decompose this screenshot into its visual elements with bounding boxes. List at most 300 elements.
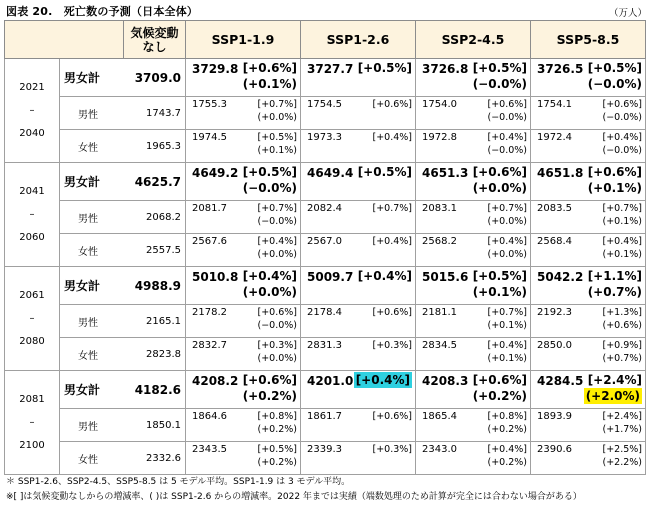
change-rates [487,235,527,261]
change-vs-ssp126: (+0.7%) [602,353,642,364]
scenario-cell [186,409,301,442]
scenario-cell [301,267,416,305]
row-label-text: 男性 [78,317,98,329]
scenario-cell-content [416,130,530,162]
change-vs-baseline: [+0.4%] [487,444,527,455]
scenario-cell [301,163,416,201]
scenario-value: 2343.0 [422,444,457,455]
change-vs-baseline: [+0.4%] [257,236,297,247]
scenario-cell [301,409,416,442]
change-vs-baseline: [+0.4%] [487,132,527,143]
row-label-text: 女性 [78,246,98,258]
scenario-cell-content [531,338,645,370]
scenario-cell [416,130,531,163]
change-rates [243,60,297,92]
change-rates [257,410,297,436]
scenario-cell-content [301,442,415,474]
change-rates [372,131,412,144]
scenario-value: 1893.9 [537,411,572,422]
change-vs-baseline: [+0.7%] [487,307,527,318]
baseline-value: 3709.0 [124,59,186,97]
scenario-cell-content [301,59,415,96]
scenario-value: 3727.7 [307,62,354,76]
change-vs-ssp126: (+0.1%) [602,216,642,227]
scenario-cell-content [531,305,645,337]
scenario-cell [531,130,646,163]
row-label-text: 男性 [78,109,98,121]
change-vs-baseline: [+0.5%] [357,61,412,75]
change-vs-baseline: [+1.3%] [602,307,642,318]
change-vs-ssp126: (+0.2%) [242,389,297,403]
change-vs-ssp126: (+0.2%) [472,389,527,403]
change-vs-baseline: [+0.5%] [472,61,527,75]
scenario-value: 1974.5 [192,132,227,143]
scenario-value: 2831.3 [307,340,342,351]
scenario-cell-content [531,409,645,441]
change-vs-ssp126: (+0.0%) [257,249,297,260]
table-row [5,305,646,338]
change-vs-baseline: [+0.6%] [472,373,527,387]
change-vs-ssp126: (−0.0%) [487,112,527,123]
scenario-cell [186,338,301,371]
scenario-cell-content [416,267,530,304]
scenario-cell [186,201,301,234]
footnote-1: ＊ SSP1-2.6、SSP2-4.5、SSP5-8.5 は 5 モデル平均。SSP1-1.9 は 3 モデル平均。 [6,477,351,487]
change-vs-baseline: [+0.8%] [257,411,297,422]
scenario-value: 4208.3 [422,374,469,388]
scenario-value: 1864.6 [192,411,227,422]
scenario-cell [531,201,646,234]
change-vs-baseline: [+0.8%] [487,411,527,422]
scenario-value: 5042.2 [537,270,584,284]
change-vs-ssp126: (+2.0%) [585,389,640,403]
table-row [5,130,646,163]
row-label-text: 男女計 [64,175,101,189]
change-rates [487,306,527,332]
row-label-text: 女性 [78,454,98,466]
scenario-value: 1972.4 [537,132,572,143]
row-label [60,338,124,371]
scenario-value: 2834.5 [422,340,457,351]
change-rates [602,443,642,469]
baseline-value: 1850.1 [124,409,186,442]
scenario-cell [416,234,531,267]
change-vs-ssp126: (+1.7%) [602,424,642,435]
baseline-value: 2557.5 [124,234,186,267]
row-label [60,201,124,234]
change-rates [602,410,642,436]
scenario-cell-content [416,97,530,129]
change-rates [358,60,412,76]
change-vs-baseline: [+0.6%] [587,165,642,179]
scenario-cell-content [531,371,645,408]
change-rates [602,131,642,157]
scenario-value: 2083.1 [422,203,457,214]
scenario-value: 2832.7 [192,340,227,351]
change-vs-ssp126: (+0.1%) [242,77,297,91]
change-rates [487,339,527,365]
row-label-text: 男女計 [64,383,101,397]
scenario-cell-content [531,442,645,474]
scenario-cell-content [186,267,300,304]
scenario-cell-content [301,97,415,129]
scenario-cell [301,305,416,338]
change-rates [243,164,297,196]
change-rates [487,202,527,228]
scenario-cell [531,234,646,267]
change-vs-baseline: [+0.4%] [372,132,412,143]
scenario-cell [301,234,416,267]
change-vs-ssp126: (+0.6%) [602,320,642,331]
table-row-total [5,163,646,201]
change-vs-baseline: [+0.7%] [257,99,297,110]
change-vs-baseline: [+0.7%] [372,203,412,214]
row-label [60,130,124,163]
baseline-value: 4625.7 [124,163,186,201]
scenario-cell-content [416,163,530,200]
figure-title: 図表 20. 死亡数の予測（日本全体） [6,5,199,18]
change-vs-ssp126: (+0.1%) [587,181,642,195]
change-rates [257,202,297,228]
header-row [5,21,646,59]
scenario-cell [531,163,646,201]
change-rates [602,339,642,365]
scenario-cell [416,305,531,338]
change-rates [358,268,412,284]
change-vs-baseline: [+0.4%] [355,373,410,387]
scenario-cell [301,338,416,371]
change-vs-ssp126: (+0.0%) [472,181,527,195]
change-vs-baseline: [+1.1%] [587,269,642,283]
change-vs-ssp126: (+0.1%) [487,320,527,331]
scenario-cell-content [531,201,645,233]
change-rates [372,410,412,423]
scenario-cell [416,59,531,97]
change-rates [243,268,297,300]
baseline-value: 2068.2 [124,201,186,234]
scenario-cell [416,442,531,475]
change-rates [487,410,527,436]
change-vs-ssp126: (−0.0%) [472,77,527,91]
change-rates [257,235,297,261]
scenario-cell [531,371,646,409]
scenario-value: 2390.6 [537,444,572,455]
scenario-value: 5009.7 [307,270,354,284]
table-row [5,201,646,234]
row-label [60,409,124,442]
row-label-total [60,371,124,409]
scenario-value: 4651.3 [422,166,469,180]
change-vs-baseline: [+0.4%] [487,236,527,247]
baseline-value: 1965.3 [124,130,186,163]
change-rates [473,372,527,404]
scenario-cell-content [531,97,645,129]
baseline-value: 2332.6 [124,442,186,475]
change-vs-baseline: [+0.6%] [602,99,642,110]
scenario-cell-content [531,59,645,96]
row-label [60,442,124,475]
scenario-value: 1754.0 [422,99,457,110]
scenario-cell-content [301,234,415,266]
period-label: 2021 – 2040 [5,59,60,163]
unit-label: （万人） [608,8,647,19]
change-vs-ssp126: (−0.0%) [602,112,642,123]
scenario-cell-content [531,163,645,200]
change-vs-ssp126: (+0.7%) [587,285,642,299]
scenario-cell [531,59,646,97]
scenario-value: 3726.8 [422,62,469,76]
scenario-value: 5010.8 [192,270,239,284]
scenario-cell-content [301,305,415,337]
scenario-cell [531,97,646,130]
scenario-cell [186,371,301,409]
scenario-value: 1972.8 [422,132,457,143]
footnote-2: ※[ ]は気候変動なしからの増減率、( )は SSP1-2.6 からの増減率。2022 年までは実績（端数処理のため計算が完全には合わない場合がある） [6,492,582,502]
scenario-value: 2192.3 [537,307,572,318]
scenario-cell-content [186,442,300,474]
scenario-cell-content [301,409,415,441]
period-label: 2041 – 2060 [5,163,60,267]
scenario-cell-content [301,267,415,304]
change-vs-ssp126: (−0.0%) [242,181,297,195]
scenario-cell [186,163,301,201]
scenario-value: 2567.0 [307,236,342,247]
scenario-cell [416,338,531,371]
scenario-cell [301,59,416,97]
scenario-cell [186,442,301,475]
change-rates [372,98,412,111]
scenario-cell [531,442,646,475]
scenario-value: 2567.6 [192,236,227,247]
change-vs-ssp126: (+0.2%) [487,424,527,435]
row-label-total [60,163,124,201]
scenario-cell-content [416,338,530,370]
scenario-value: 1861.7 [307,411,342,422]
scenario-cell-content [416,305,530,337]
scenario-cell-content [416,201,530,233]
scenario-value: 1865.4 [422,411,457,422]
change-vs-baseline: [+0.7%] [257,203,297,214]
header-scenario: SSP1-1.9 [186,21,301,59]
row-label-text: 女性 [78,142,98,154]
row-label-total [60,267,124,305]
change-rates [354,372,412,388]
change-vs-baseline: [+2.5%] [602,444,642,455]
change-vs-baseline: [+0.6%] [372,307,412,318]
change-rates [372,202,412,215]
table-row [5,338,646,371]
change-rates [487,98,527,124]
change-vs-baseline: [+0.5%] [257,444,297,455]
scenario-value: 2178.4 [307,307,342,318]
scenario-cell-content [186,130,300,162]
change-vs-ssp126: (+0.0%) [257,112,297,123]
scenario-cell-content [416,371,530,408]
change-rates [257,131,297,157]
change-vs-ssp126: (+0.1%) [257,145,297,156]
change-rates [473,268,527,300]
baseline-value: 4182.6 [124,371,186,409]
change-vs-baseline: [+0.3%] [257,340,297,351]
row-label-text: 女性 [78,350,98,362]
scenario-value: 3726.5 [537,62,584,76]
scenario-value: 4649.4 [307,166,354,180]
change-vs-ssp126: (+0.1%) [472,285,527,299]
scenario-value: 1755.3 [192,99,227,110]
scenario-cell-content [186,371,300,408]
row-label [60,305,124,338]
change-rates [602,306,642,332]
change-rates [257,98,297,124]
scenario-cell [301,97,416,130]
scenario-cell [531,338,646,371]
change-vs-ssp126: (+0.0%) [487,216,527,227]
change-vs-baseline: [+0.4%] [487,340,527,351]
baseline-value: 2823.8 [124,338,186,371]
change-rates [588,164,642,196]
change-vs-ssp126: (+0.2%) [257,457,297,468]
scenario-cell-content [186,234,300,266]
scenario-cell-content [301,338,415,370]
change-rates [602,202,642,228]
scenario-cell [186,130,301,163]
change-vs-baseline: [+0.4%] [602,132,642,143]
table-row [5,409,646,442]
scenario-value: 2343.5 [192,444,227,455]
scenario-cell [186,305,301,338]
scenario-cell-content [416,409,530,441]
scenario-value: 5015.6 [422,270,469,284]
header-corner [5,21,124,59]
change-rates [473,60,527,92]
table-row [5,234,646,267]
change-vs-baseline: [+0.4%] [357,269,412,283]
scenario-cell-content [301,371,415,408]
scenario-value: 2082.4 [307,203,342,214]
header-scenario: SSP2-4.5 [416,21,531,59]
scenario-cell [186,267,301,305]
change-rates [487,131,527,157]
change-vs-ssp126: (+0.2%) [487,457,527,468]
table-row-total [5,59,646,97]
change-vs-baseline: [+0.6%] [257,307,297,318]
change-vs-ssp126: (+2.2%) [602,457,642,468]
change-rates [584,372,642,404]
scenario-cell [416,267,531,305]
scenario-cell [301,442,416,475]
change-rates [588,60,642,92]
change-vs-ssp126: (+0.0%) [487,249,527,260]
change-vs-baseline: [+2.4%] [602,411,642,422]
scenario-cell [301,201,416,234]
scenario-cell [416,371,531,409]
period-label: 2081 – 2100 [5,371,60,475]
change-vs-ssp126: (−0.0%) [257,216,297,227]
scenario-cell [416,163,531,201]
scenario-cell-content [186,338,300,370]
change-vs-ssp126: (−0.0%) [257,320,297,331]
scenario-cell-content [301,201,415,233]
scenario-value: 1754.1 [537,99,572,110]
change-vs-baseline: [+0.3%] [372,340,412,351]
change-rates [602,98,642,124]
scenario-cell-content [186,163,300,200]
scenario-cell-content [186,305,300,337]
row-label-text: 男女計 [64,279,101,293]
change-vs-baseline: [+0.6%] [372,411,412,422]
scenario-cell [301,371,416,409]
scenario-value: 2081.7 [192,203,227,214]
scenario-cell-content [186,59,300,96]
scenario-value: 2568.2 [422,236,457,247]
scenario-value: 2181.1 [422,307,457,318]
scenario-cell-content [301,163,415,200]
change-rates [372,443,412,456]
change-rates [473,164,527,196]
change-vs-baseline: [+0.6%] [242,373,297,387]
change-rates [372,339,412,352]
change-vs-baseline: [+0.5%] [242,165,297,179]
forecast-table [4,20,646,475]
change-vs-ssp126: (+0.1%) [487,353,527,364]
scenario-cell-content [186,409,300,441]
scenario-cell-content [186,201,300,233]
row-label-text: 男女計 [64,71,101,85]
scenario-value: 1754.5 [307,99,342,110]
scenario-cell-content [531,234,645,266]
scenario-cell [186,234,301,267]
change-rates [243,372,297,404]
change-rates [487,443,527,469]
scenario-value: 4284.5 [537,374,584,388]
scenario-cell [531,267,646,305]
change-vs-baseline: [+0.5%] [257,132,297,143]
header-baseline [124,21,186,59]
change-vs-baseline: [+0.5%] [472,269,527,283]
row-label [60,234,124,267]
scenario-value: 4201.0 [307,374,354,388]
change-vs-baseline: [+0.4%] [242,269,297,283]
row-label-text: 男性 [78,213,98,225]
scenario-cell [416,97,531,130]
header-scenario: SSP1-2.6 [301,21,416,59]
row-label-text: 男性 [78,421,98,433]
table-row-total [5,267,646,305]
scenario-value: 2083.5 [537,203,572,214]
change-rates [257,443,297,469]
table-body [5,59,646,475]
change-vs-baseline: [+0.4%] [602,236,642,247]
baseline-value: 1743.7 [124,97,186,130]
scenario-cell [531,409,646,442]
table-row [5,442,646,475]
change-vs-baseline: [+0.6%] [487,99,527,110]
change-vs-baseline: [+0.6%] [242,61,297,75]
change-rates [257,306,297,332]
scenario-cell-content [186,97,300,129]
change-vs-ssp126: (+0.0%) [257,353,297,364]
row-label [60,97,124,130]
change-vs-baseline: [+0.3%] [372,444,412,455]
change-rates [602,235,642,261]
scenario-value: 4651.8 [537,166,584,180]
change-vs-ssp126: (−0.0%) [487,145,527,156]
change-rates [257,339,297,365]
scenario-value: 1973.3 [307,132,342,143]
scenario-value: 4649.2 [192,166,239,180]
scenario-cell-content [531,130,645,162]
change-vs-baseline: [+0.7%] [487,203,527,214]
